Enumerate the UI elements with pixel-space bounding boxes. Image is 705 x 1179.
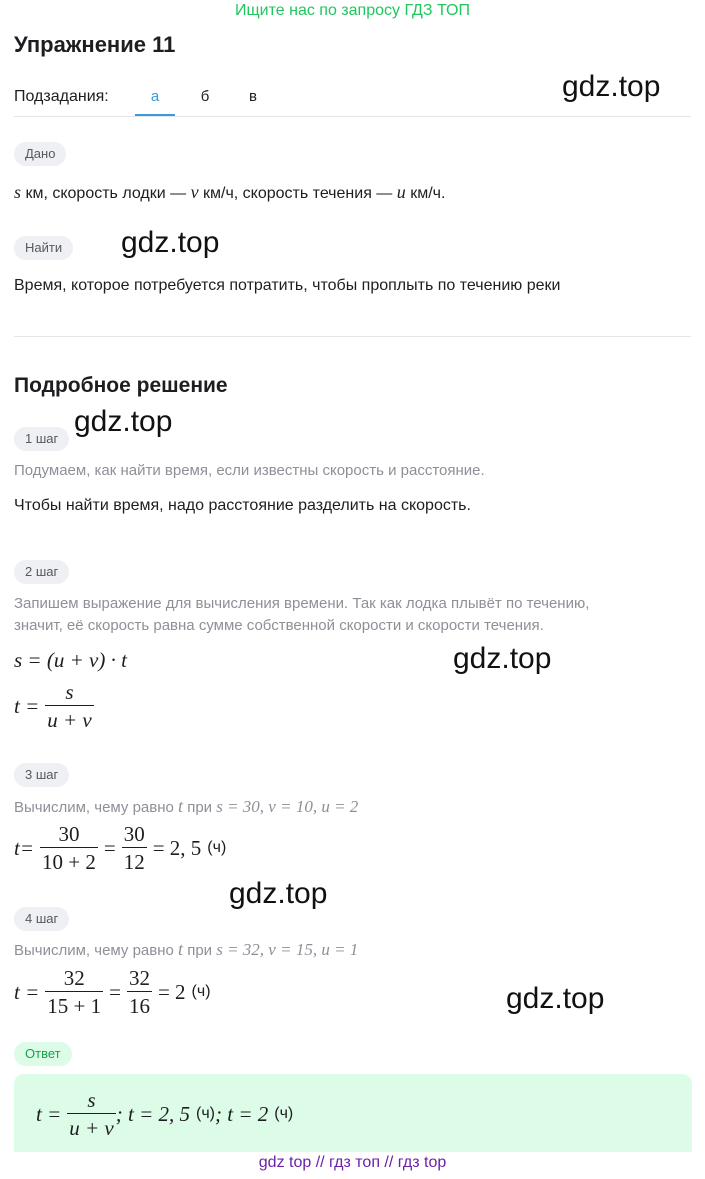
answer-part: ; t = 2 [215, 1101, 269, 1126]
step-4-hint [14, 938, 358, 962]
solution-title: Подробное решение [14, 374, 228, 397]
given-text-part: км, скорость лодки — [21, 185, 191, 202]
step-2-hint-line-2: значит, её скорость равна сумме собственной скорости и скорости течения. [14, 617, 544, 634]
fraction-numerator: 32 [128, 966, 150, 990]
given-text-part: км/ч. [405, 185, 446, 202]
hint-text: при [183, 799, 217, 816]
fraction-numerator: 32 [63, 966, 85, 990]
fraction-denominator: u + v [67, 1113, 116, 1140]
fraction [67, 1088, 116, 1140]
equals-sign: = [109, 979, 121, 1004]
fraction-numerator: s [87, 1088, 96, 1112]
var-t: t [178, 939, 184, 959]
hint-text: Вычислим, чему равно [14, 799, 179, 816]
step-4-badge: 4 шаг [14, 907, 69, 931]
given-text-part: км/ч, скорость течения — [198, 185, 397, 202]
footer-links[interactable]: gdz top // гдз топ // гдз top [258, 1154, 447, 1171]
hint-values: s = 30, v = 10, u = 2 [216, 797, 359, 816]
fraction-denominator: 10 + 2 [40, 847, 98, 874]
var-t: t [178, 796, 184, 816]
watermark: gdz.top [74, 405, 173, 438]
search-banner: Ищите нас по запросу ГДЗ ТОП [235, 2, 470, 19]
subtasks-label: Подзадания: [14, 88, 109, 105]
step-2-formula-1: s = (u + v) · t [14, 648, 127, 672]
var-u: u [396, 182, 406, 202]
formula-lhs: t = [14, 979, 40, 1004]
hint-values: s = 32, v = 15, u = 1 [216, 940, 359, 959]
fraction [45, 680, 94, 732]
formula-lhs: t = [36, 1101, 62, 1126]
page-title: Упражнение 11 [14, 32, 176, 57]
fraction [40, 822, 98, 874]
step-3-formula [14, 822, 226, 874]
given-badge: Дано [14, 142, 66, 166]
answer-badge: Ответ [14, 1042, 72, 1066]
step-2-hint-line-1: Запишем выражение для вычисления времени. Так как лодка плывёт по течению, [14, 595, 590, 612]
var-s: s [14, 182, 22, 202]
find-badge: Найти [14, 236, 73, 260]
equals-sign: = [103, 835, 116, 860]
step-1-badge: 1 шаг [14, 427, 69, 451]
fraction [122, 822, 147, 874]
answer-formula [36, 1088, 293, 1140]
tabs-divider [14, 116, 691, 117]
unit-label: (ч) [207, 839, 227, 856]
find-text: Время, которое потребуется потратить, чтобы проплыть по течению реки [14, 277, 561, 294]
step-1-text: Чтобы найти время, надо расстояние разделить на скорость. [14, 497, 471, 514]
step-2-formula-2 [14, 680, 94, 732]
section-divider [14, 336, 691, 337]
watermark: gdz.top [562, 70, 661, 103]
fraction [127, 966, 152, 1018]
tab-a[interactable]: а [150, 88, 160, 105]
hint-text: Вычислим, чему равно [14, 942, 179, 959]
unit-label: (ч) [191, 983, 211, 1000]
formula-lhs: t= [14, 835, 35, 860]
tab-b[interactable]: б [200, 88, 210, 105]
formula-result: = 2, 5 [152, 835, 202, 860]
fraction-denominator: 12 [122, 847, 147, 874]
tab-v[interactable]: в [249, 88, 257, 105]
watermark: gdz.top [229, 877, 328, 910]
given-text [14, 182, 445, 203]
fraction-numerator: s [65, 680, 74, 704]
unit-label: (ч) [196, 1105, 216, 1122]
watermark: gdz.top [453, 642, 552, 675]
step-1-hint: Подумаем, как найти время, если известны скорость и расстояние. [14, 462, 485, 479]
answer-part: ; t = 2, 5 [115, 1101, 191, 1126]
hint-text: при [183, 942, 217, 959]
watermark: gdz.top [506, 982, 605, 1015]
watermark: gdz.top [121, 226, 220, 259]
step-4-formula [14, 966, 211, 1018]
fraction-numerator: 30 [58, 822, 80, 846]
fraction [45, 966, 103, 1018]
fraction-denominator: 15 + 1 [45, 991, 103, 1018]
step-3-hint [14, 795, 358, 819]
step-2-badge: 2 шаг [14, 560, 69, 584]
step-3-badge: 3 шаг [14, 763, 69, 787]
fraction-denominator: u + v [45, 705, 94, 732]
var-v: v [190, 182, 199, 202]
fraction-denominator: 16 [127, 991, 152, 1018]
fraction-numerator: 30 [123, 822, 145, 846]
formula-result: = 2 [157, 979, 186, 1004]
unit-label: (ч) [274, 1105, 294, 1122]
formula-lhs: t = [14, 693, 40, 718]
